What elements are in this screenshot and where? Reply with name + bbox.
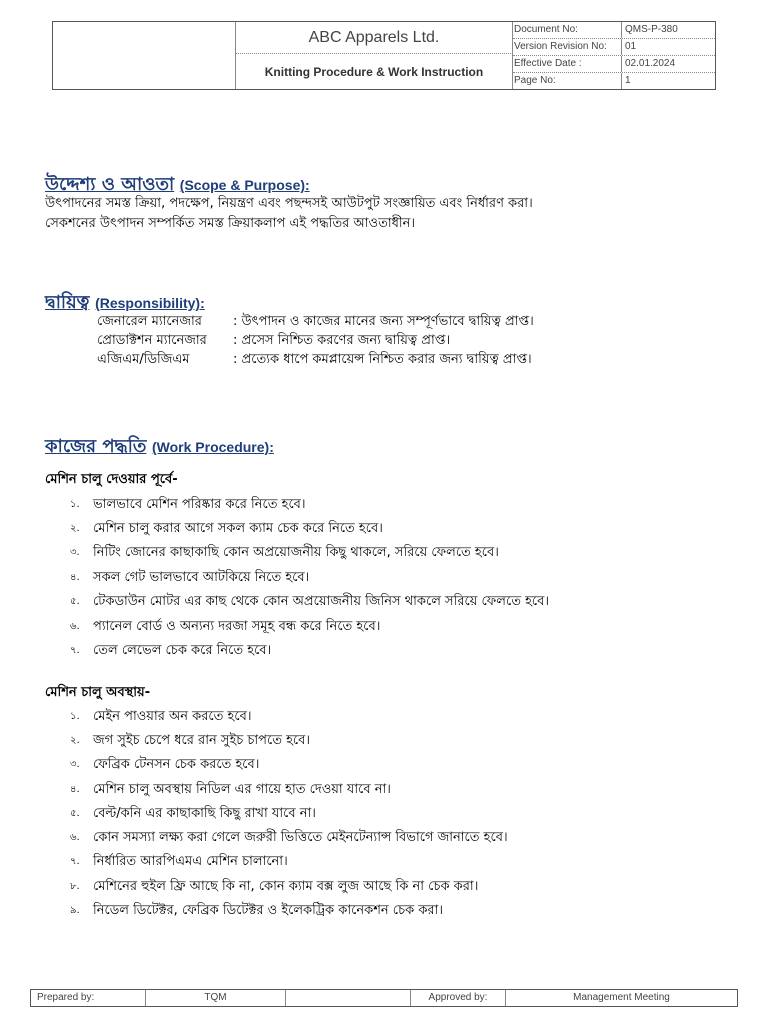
list-text: বেল্ট/কনি এর কাছাকাছি কিছু রাখা যাবে না।: [93, 806, 316, 821]
list-text: মেশিন চালু করার আগে সকল ক্যাম চেক করে নিতে হবে।: [93, 521, 383, 536]
meta-value: 1: [625, 75, 631, 86]
list-text: ভালভাবে মেশিন পরিষ্কার করে নিতে হবে।: [93, 497, 306, 512]
responsibility-desc: : প্রসেস নিশ্চিত করণের জন্য দ্বায়িত্ব প্রাপ্ত।: [233, 333, 451, 348]
scope-heading-en: (Scope & Purpose):: [179, 177, 310, 193]
meta-value: 01: [625, 41, 637, 52]
responsibility-role: জেনারেল ম্যানেজার: [97, 314, 202, 329]
list-number: ৭.: [70, 645, 80, 656]
prepared-by-value: TQM: [146, 990, 286, 1006]
responsibility-desc: : উৎপাদন ও কাজের মানের জন্য সম্পূর্ণভাবে দ্বায়িত্ব প্রাপ্ত।: [233, 314, 534, 329]
list-text: মেইন পাওয়ার অন করতে হবে।: [93, 709, 252, 724]
meta-value: 02.01.2024: [625, 58, 676, 69]
list-number: ২.: [70, 735, 80, 746]
company-name: ABC Apparels Ltd.: [236, 22, 513, 54]
meta-version: [513, 39, 715, 56]
responsibility-heading-en: (Responsibility):: [95, 295, 205, 311]
meta-page-no: [513, 73, 715, 89]
meta-value: QMS-P-380: [625, 24, 678, 35]
responsibility-desc: : প্রত্যেক ধাপে কমপ্লায়েন্স নিশ্চিত করার জন্য দ্বায়িত্ব প্রাপ্ত।: [233, 352, 532, 367]
meta-label: Page No:: [513, 73, 622, 89]
responsibility-heading-bn: দ্বায়িত্ব: [45, 292, 90, 313]
list-number: ৭.: [70, 856, 80, 867]
scope-line: উৎপাদনের সমস্ত ক্রিয়া, পদক্ষেপ, নিয়ন্ত্রণ এবং পছন্দসই আউটপুট সংজ্ঞায়িত এবং নির্ধারণ করা।: [45, 196, 533, 211]
list-number: ৬.: [70, 621, 80, 632]
approved-by-value: Management Meeting: [573, 992, 670, 1003]
list-text: মেশিন চালু অবস্থায় নিডিল এর গায়ে হাত দেওয়া যাবে না।: [93, 782, 391, 797]
list-number: ৩.: [70, 759, 80, 770]
document-footer: [30, 989, 738, 1007]
approved-by-label: Approved by:: [411, 990, 506, 1006]
list-number: ৫.: [70, 596, 80, 607]
list-text: মেশিনের হুইল ফ্রি আছে কি না, কোন ক্যাম বক্স লুজ আছে কি না চেক করা।: [93, 879, 479, 894]
list-number: ৫.: [70, 808, 80, 819]
list-text: নিটিং জোনের কাছাকাছি কোন অপ্রয়োজনীয় কিছু থাকলে, সরিয়ে ফেলতে হবে।: [93, 545, 499, 560]
meta-document-no: [513, 22, 715, 39]
list-number: ৯.: [70, 905, 80, 916]
prepared-by-label: Prepared by:: [31, 990, 146, 1006]
meta-effective-date: [513, 56, 715, 73]
list-number: ১.: [70, 499, 80, 510]
responsibility-role: এজিএম/ডিজিএম: [97, 352, 190, 367]
list-text: নির্ধারিত আরপিএমএ মেশিন চালানো।: [93, 854, 288, 869]
list-number: ৩.: [70, 547, 80, 558]
list-text: নিডেল ডিটেক্টর, ফেব্রিক ডিটেক্টর ও ইলেকট্রিক কানেকশন চেক করা।: [93, 903, 443, 918]
meta-label: Version Revision No:: [513, 39, 622, 55]
list-text: কোন সমস্যা লক্ষ্য করা গেলে জরুরী ভিত্তিতে মেইনটেন্যান্স বিভাগে জানাতে হবে।: [93, 830, 508, 845]
list-text: জগ সুইচ চেপে ধরে রান সুইচ চাপতে হবে।: [93, 733, 311, 748]
running-title: মেশিন চালু অবস্থায়-: [45, 685, 151, 700]
before-start-title: মেশিন চালু দেওয়ার পূর্বে-: [45, 472, 178, 487]
responsibility-role: প্রোডাক্টশন ম্যানেজার: [97, 333, 207, 348]
list-number: ৪.: [70, 572, 80, 583]
procedure-heading: [45, 432, 274, 463]
logo-cell: [53, 22, 236, 89]
list-number: ৪.: [70, 784, 80, 795]
list-number: ৬.: [70, 832, 80, 843]
list-number: ৮.: [70, 881, 80, 892]
document-header: [52, 21, 716, 90]
document-title: Knitting Procedure & Work Instruction: [236, 54, 513, 89]
list-text: প্যানেল বোর্ড ও অন্যন্য দরজা সমূহ বন্ধ করে নিতে হবে।: [93, 619, 381, 634]
list-text: তেল লেভেল চেক করে নিতে হবে।: [93, 643, 272, 658]
list-text: সকল গেট ভালভাবে আটকিয়ে নিতে হবে।: [93, 570, 310, 585]
list-text: টেকডাউন মোটর এর কাছ থেকে কোন অপ্রয়োজনীয় জিনিস থাকলে সরিয়ে ফেলতে হবে।: [93, 594, 550, 609]
meta-label: Document No:: [513, 22, 622, 38]
list-text: ফেব্রিক টেনসন চেক করতে হবে।: [93, 757, 260, 772]
scope-line: সেকশনের উৎপাদন সম্পর্কিত সমস্ত ক্রিয়াকলাপ এই পদ্ধতির আওতাধীন।: [45, 216, 416, 231]
meta-label: Effective Date :: [513, 56, 622, 72]
procedure-heading-bn: কাজের পদ্ধতি: [45, 436, 147, 457]
list-number: ১.: [70, 711, 80, 722]
blank-cell: [286, 990, 411, 1006]
scope-heading-bn: উদ্দেশ্য ও আওতা: [45, 174, 175, 195]
procedure-heading-en: (Work Procedure):: [151, 439, 274, 455]
list-number: ২.: [70, 523, 80, 534]
